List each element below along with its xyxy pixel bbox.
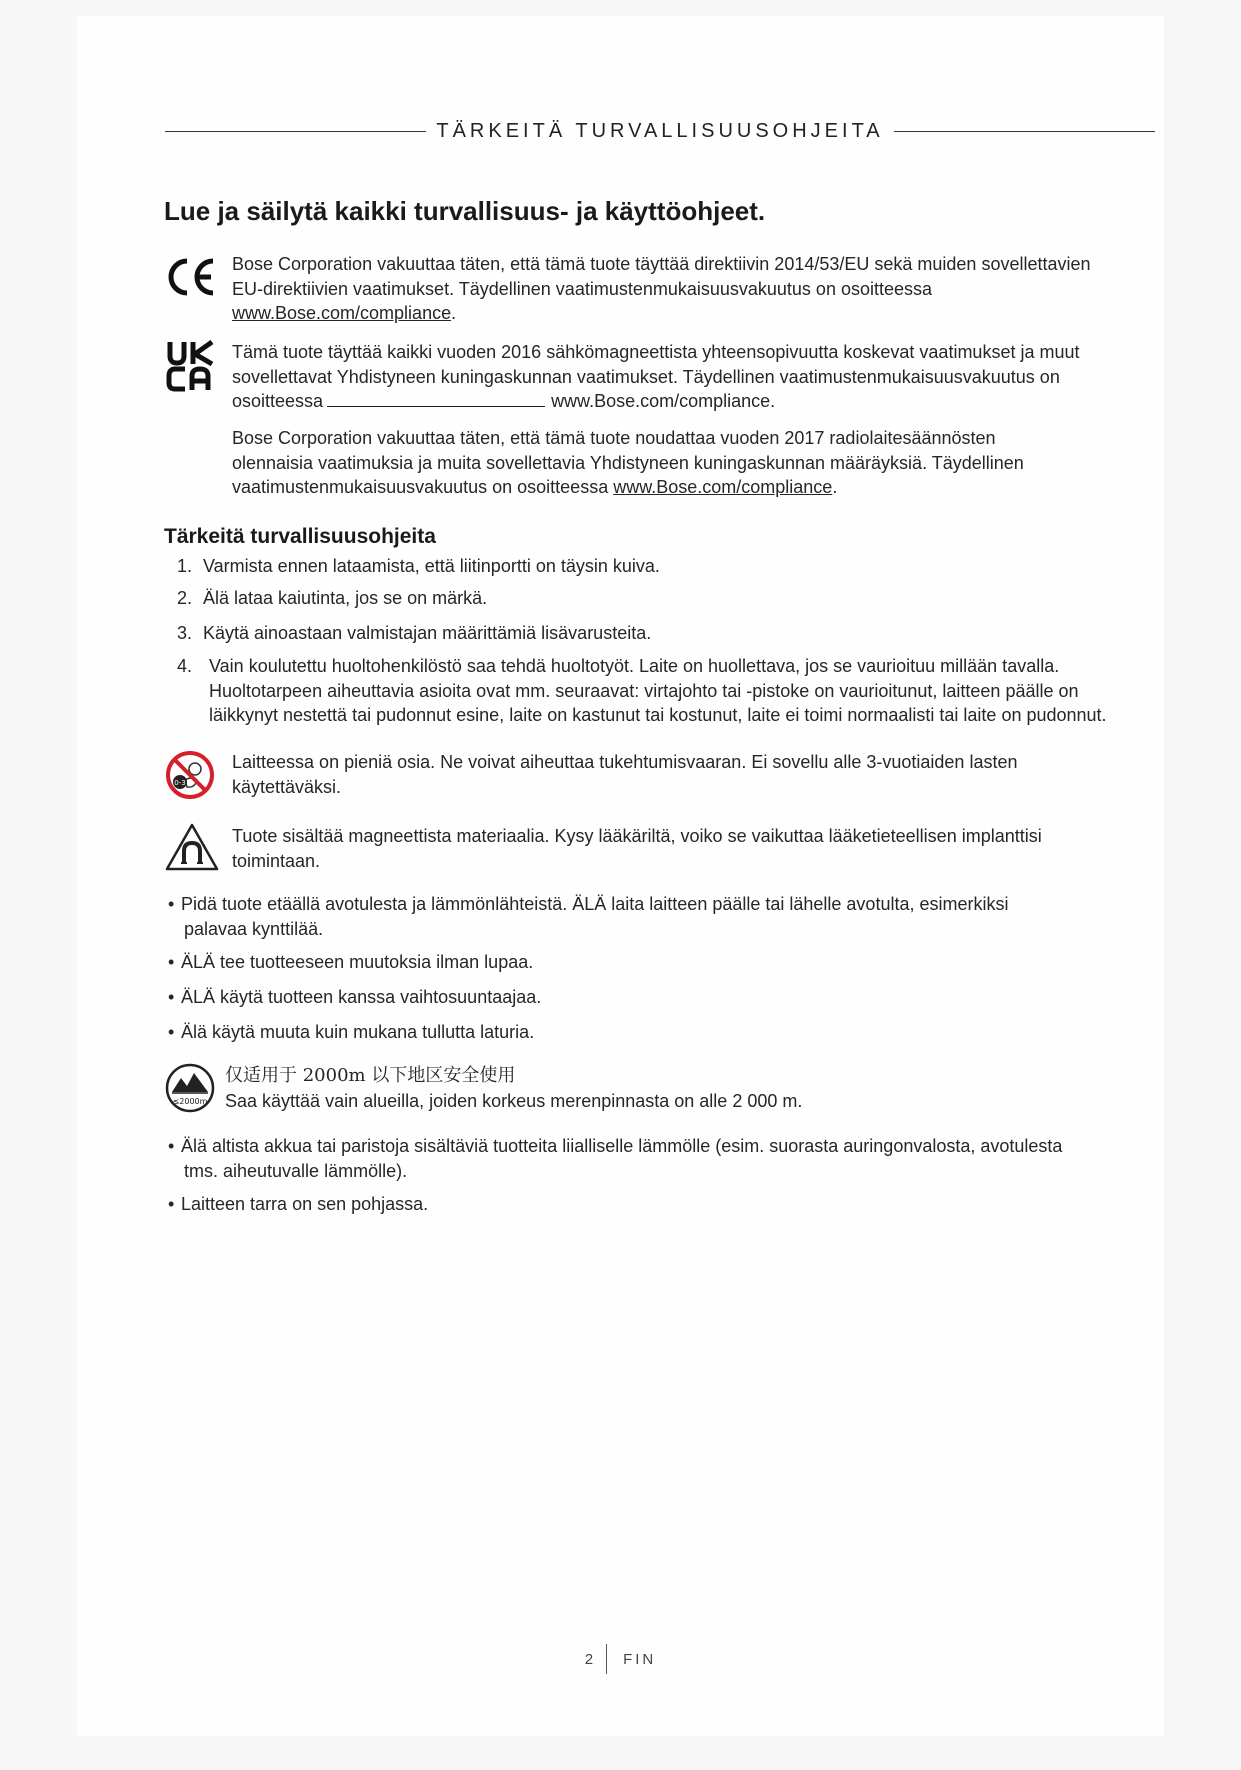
bullet-text: ÄLÄ käytä tuotteen kanssa vaihtosuuntaajaa. — [181, 987, 542, 1007]
blank-line — [327, 392, 545, 407]
item-number: 4. — [177, 656, 193, 676]
page-header — [165, 119, 1155, 143]
ukca-mark-icon — [165, 340, 217, 392]
altitude-limit-icon — [164, 1062, 216, 1114]
numbered-item — [177, 621, 651, 646]
bullet-dot: • — [168, 894, 175, 914]
bullet-item — [168, 892, 1008, 941]
item-line: läikkynyt nestettä tai pudonnut esine, laite on kastunut tai kostunut, laite ei toimi normaalisti tai laite on pudonnut. — [209, 705, 1107, 725]
age-label: 0-3 — [174, 779, 186, 787]
bullet-dot: • — [168, 987, 175, 1007]
item-text: Käytä ainoastaan valmistajan määrittämiä lisävarusteita. — [203, 623, 652, 643]
altitude-cjk-text: 仅适用于 2000m 以下地区安全使用 — [225, 1065, 516, 1086]
bullet-line: tms. aiheutuvalle lämmölle). — [184, 1160, 408, 1181]
ce-declaration — [232, 252, 1091, 326]
ce-link-suffix: . — [451, 303, 457, 323]
footer-separator — [606, 1644, 607, 1674]
altitude-icon-label: ≤2000m — [172, 1097, 208, 1106]
item-number: 2. — [177, 588, 193, 608]
radio-line-1: Bose Corporation vakuuttaa täten, että tämä tuote noudattaa vuoden 2017 radiolaitesäännösten — [232, 428, 996, 448]
item-text: Varmista ennen lataamista, että liitinportti on täysin kuiva. — [203, 556, 660, 576]
ukca-line-1: Tämä tuote täyttää kaikki vuoden 2016 sähkömagneettista yhteensopivuutta koskevat vaatimukset ja muut — [232, 342, 1080, 362]
ukca-link[interactable]: www.Bose.com/compliance. — [551, 391, 776, 411]
ukca-line-2: sovellettavat Yhdistyneen kuningaskunnan vaatimukset. Täydellinen vaatimustenmukaisuusvakuutus on — [232, 366, 1060, 387]
header-title: TÄRKEITÄ TURVALLISUUSOHJEITA — [436, 119, 884, 142]
numbered-item — [177, 586, 487, 611]
item-line: Vain koulutettu huoltohenkilöstö saa tehdä huoltotyöt. Laite on huollettava, jos se vaurioituu millään tavalla. — [209, 656, 1060, 676]
ukca-line-3-prefix: osoitteessa — [232, 391, 324, 411]
bullet-item — [168, 985, 541, 1010]
ce-compliance-link[interactable]: www.Bose.com/compliance — [232, 303, 452, 323]
ce-line-1: Bose Corporation vakuuttaa täten, että tämä tuote täyttää direktiivin 2014/53/EU sekä muiden sovellettavien — [232, 254, 1091, 274]
radio-line-2: olennaisia vaatimuksia ja muita sovellettavia Yhdistyneen kuningaskunnan määräyksiä. Täydellinen — [232, 452, 1024, 473]
language-code: FIN — [623, 1650, 657, 1668]
bullet-line: palavaa kynttilää. — [184, 918, 324, 939]
radio-compliance-link[interactable]: www.Bose.com/compliance — [613, 477, 833, 497]
safety-heading: Tärkeitä turvallisuusohjeita — [164, 525, 436, 548]
bullet-item — [168, 1020, 534, 1045]
radio-line-3-prefix: vaatimustenmukaisuusvakuutus on osoitteessa — [232, 477, 614, 497]
bullet-text: Älä käytä muuta kuin mukana tullutta laturia. — [181, 1022, 535, 1042]
header-rule-left — [165, 131, 426, 132]
bullet-text: Laitteen tarra on sen pohjassa. — [181, 1194, 429, 1214]
magnet-warning-icon — [164, 822, 220, 872]
numbered-item — [177, 554, 660, 579]
item-text: Älä lataa kaiutinta, jos se on märkä. — [203, 588, 488, 608]
page-number: 2 — [584, 1650, 597, 1668]
bullet-dot: • — [168, 952, 175, 972]
bullet-item — [168, 1192, 428, 1217]
item-number: 1. — [177, 556, 193, 576]
bullet-dot: • — [168, 1136, 175, 1156]
item-number: 3. — [177, 623, 193, 643]
bullet-text — [181, 1134, 1062, 1183]
bullet-text — [181, 892, 1008, 941]
header-rule-right — [894, 131, 1155, 132]
ce-mark-icon — [165, 257, 217, 297]
item-text — [209, 654, 1107, 728]
ukca-declaration — [232, 340, 1080, 414]
bullet-item — [168, 1134, 1062, 1183]
bullet-dot: • — [168, 1194, 175, 1214]
ce-line-2: EU-direktiivien vaatimukset. Täydellinen vaatimustenmukaisuusvakuutus on osoitteessa — [232, 278, 933, 299]
small-parts-line-1: Laitteessa on pieniä osia. Ne voivat aiheuttaa tukehtumisvaaran. Ei sovellu alle 3-vuotiaiden lasten — [232, 752, 1018, 772]
radio-link-suffix: . — [832, 477, 838, 497]
bullet-text: ÄLÄ tee tuotteeseen muutoksia ilman lupaa. — [181, 952, 534, 972]
item-line: Huoltotarpeen aiheuttavia asioita ovat mm. seuraavat: virtajohto tai -pistoke on vaurioitunut, laitteen päälle on — [209, 680, 1079, 701]
bullet-item — [168, 950, 533, 975]
altitude-text: Saa käyttää vain alueilla, joiden korkeus merenpinnasta on alle 2 000 m. — [225, 1090, 803, 1111]
altitude-notice — [225, 1063, 802, 1113]
radio-declaration — [232, 426, 1024, 500]
numbered-item — [177, 654, 1107, 728]
bullet-dot: • — [168, 1022, 175, 1042]
bullet-line: Pidä tuote etäällä avotulesta ja lämmönlähteistä. ÄLÄ laita laitteen päälle tai lähelle avotulta, esimerkiksi — [181, 894, 1009, 914]
bullet-line: Älä altista akkua tai paristoja sisältäviä tuotteita liialliselle lämmölle (esim. suorasta auringonvalosta, avotulesta — [181, 1136, 1063, 1156]
small-parts-line-2: käytettäväksi. — [232, 776, 342, 797]
page-footer — [77, 1644, 1164, 1674]
magnet-line-2: toimintaan. — [232, 850, 321, 871]
magnet-warning — [232, 824, 1042, 873]
choking-hazard-icon — [165, 750, 215, 800]
document-page — [77, 16, 1164, 1736]
magnet-line-1: Tuote sisältää magneettista materiaalia. Kysy lääkäriltä, voiko se vaikuttaa lääketieteellisen implanttisi — [232, 826, 1042, 846]
small-parts-warning — [232, 750, 1017, 799]
main-heading: Lue ja säilytä kaikki turvallisuus- ja käyttöohjeet. — [164, 196, 766, 226]
